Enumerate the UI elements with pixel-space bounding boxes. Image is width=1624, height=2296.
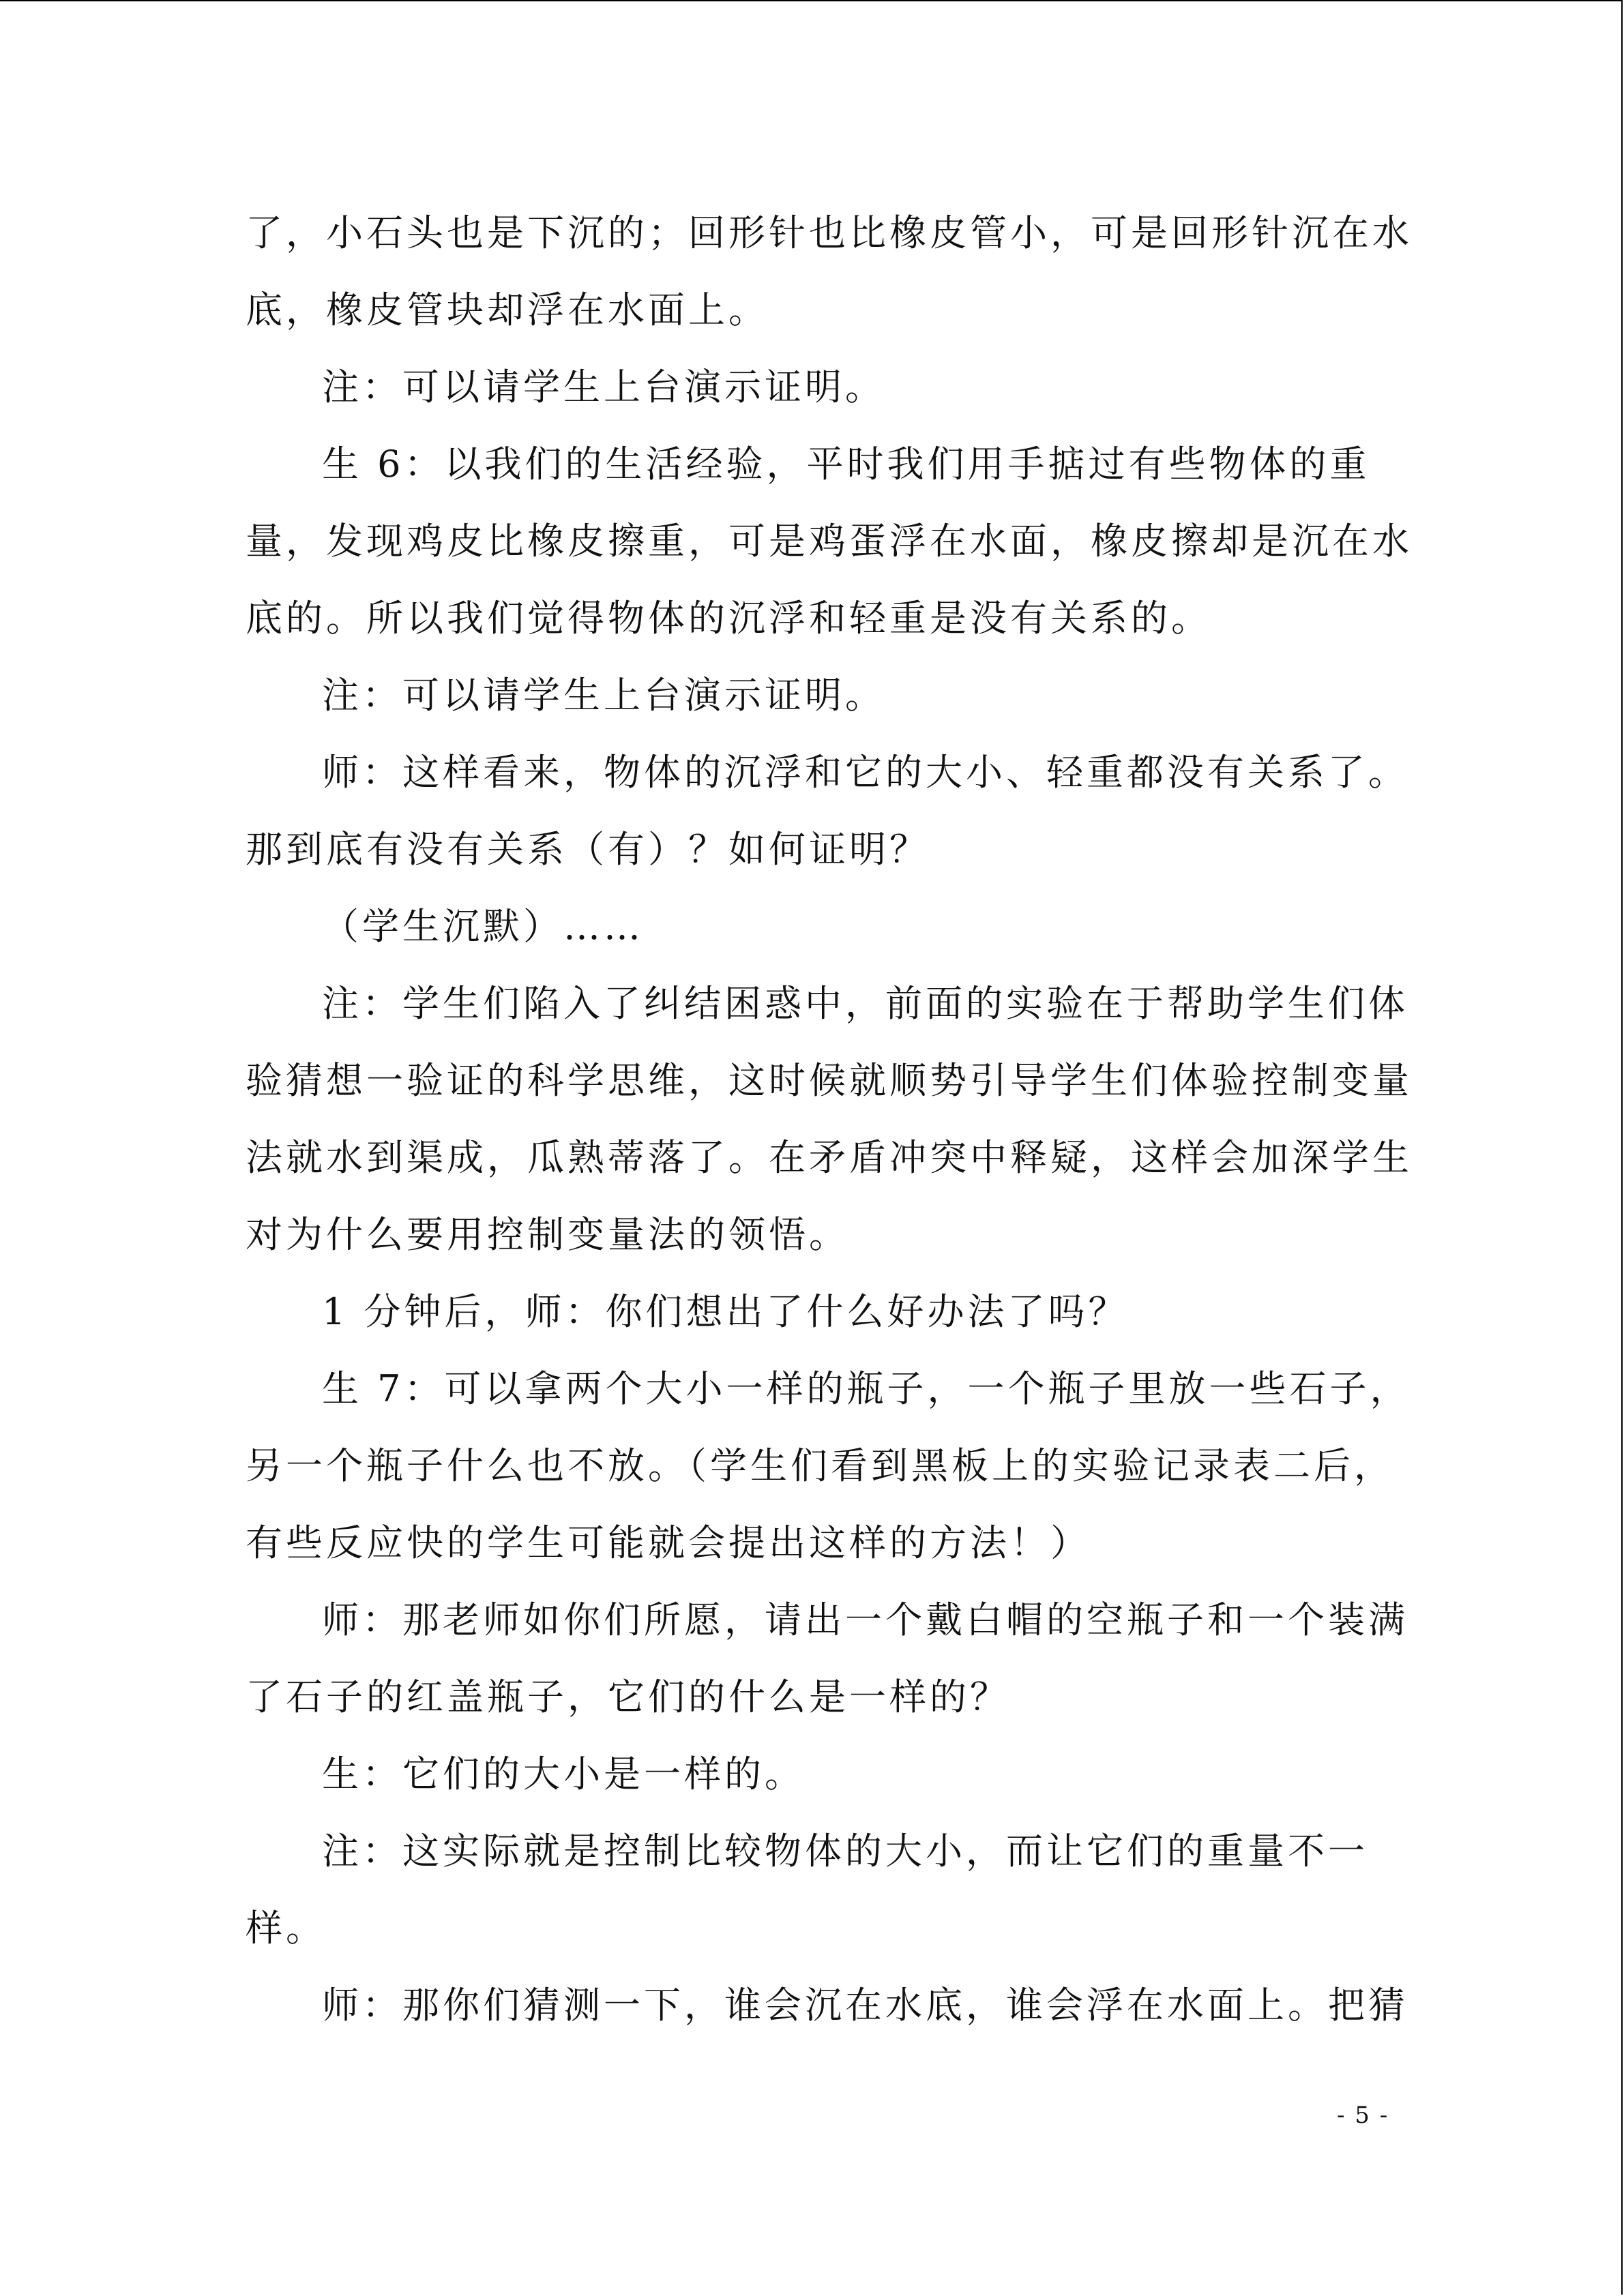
page-number: - 5 - xyxy=(1337,2102,1389,2129)
text-line: 注：学生们陷入了纠结困惑中，前面的实验在于帮助学生们体 xyxy=(322,982,1408,1025)
document-body xyxy=(246,211,1413,2062)
text-line: 验猜想一验证的科学思维，这时候就顺势引导学生们体验控制变量 xyxy=(246,1059,1413,1102)
text-line: 了，小石头也是下沉的；回形针也比橡皮管小，可是回形针沉在水 xyxy=(246,211,1413,254)
text-line: 底的。所以我们觉得物体的沉浮和轻重是没有关系的。 xyxy=(246,597,1211,640)
text-line: 另一个瓶子什么也不放。（学生们看到黑板上的实验记录表二后， xyxy=(246,1444,1394,1487)
text-line: 底，橡皮管块却浮在水面上。 xyxy=(246,288,769,331)
text-line: 生 7：可以拿两个大小一样的瓶子，一个瓶子里放一些石子， xyxy=(322,1367,1411,1410)
text-line: 师：那你们猜测一下，谁会沉在水底，谁会浮在水面上。把猜 xyxy=(322,1984,1408,2027)
text-line: 样。 xyxy=(246,1907,326,1950)
text-line: 师：这样看来，物体的沉浮和它的大小、轻重都没有关系了。 xyxy=(322,751,1408,794)
text-line: 师：那老师如你们所愿，请出一个戴白帽的空瓶子和一个装满 xyxy=(322,1598,1408,1641)
text-line: 那到底有没有关系（有）？如何证明？ xyxy=(246,828,930,871)
text-line: 法就水到渠成，瓜熟蒂落了。在矛盾冲突中释疑，这样会加深学生 xyxy=(246,1136,1413,1179)
text-line: 量，发现鸡皮比橡皮擦重，可是鸡蛋浮在水面，橡皮擦却是沉在水 xyxy=(246,520,1413,563)
text-line: 生：它们的大小是一样的。 xyxy=(322,1753,805,1795)
text-line: 生 6：以我们的生活经验，平时我们用手掂过有些物体的重 xyxy=(322,443,1370,486)
text-line: 1 分钟后，师：你们想出了什么好办法了吗？ xyxy=(322,1290,1129,1333)
text-line: 注：可以请学生上台演示证明。 xyxy=(322,674,885,717)
text-line: （学生沉默）…… xyxy=(322,905,644,948)
text-line: 注：可以请学生上台演示证明。 xyxy=(322,366,885,408)
text-line: 有些反应快的学生可能就会提出这样的方法！） xyxy=(246,1521,1091,1564)
text-line: 对为什么要用控制变量法的领悟。 xyxy=(246,1213,849,1256)
text-line: 注：这实际就是控制比较物体的大小，而让它们的重量不一 xyxy=(322,1830,1368,1873)
text-line: 了石子的红盖瓶子，它们的什么是一样的？ xyxy=(246,1675,1010,1718)
